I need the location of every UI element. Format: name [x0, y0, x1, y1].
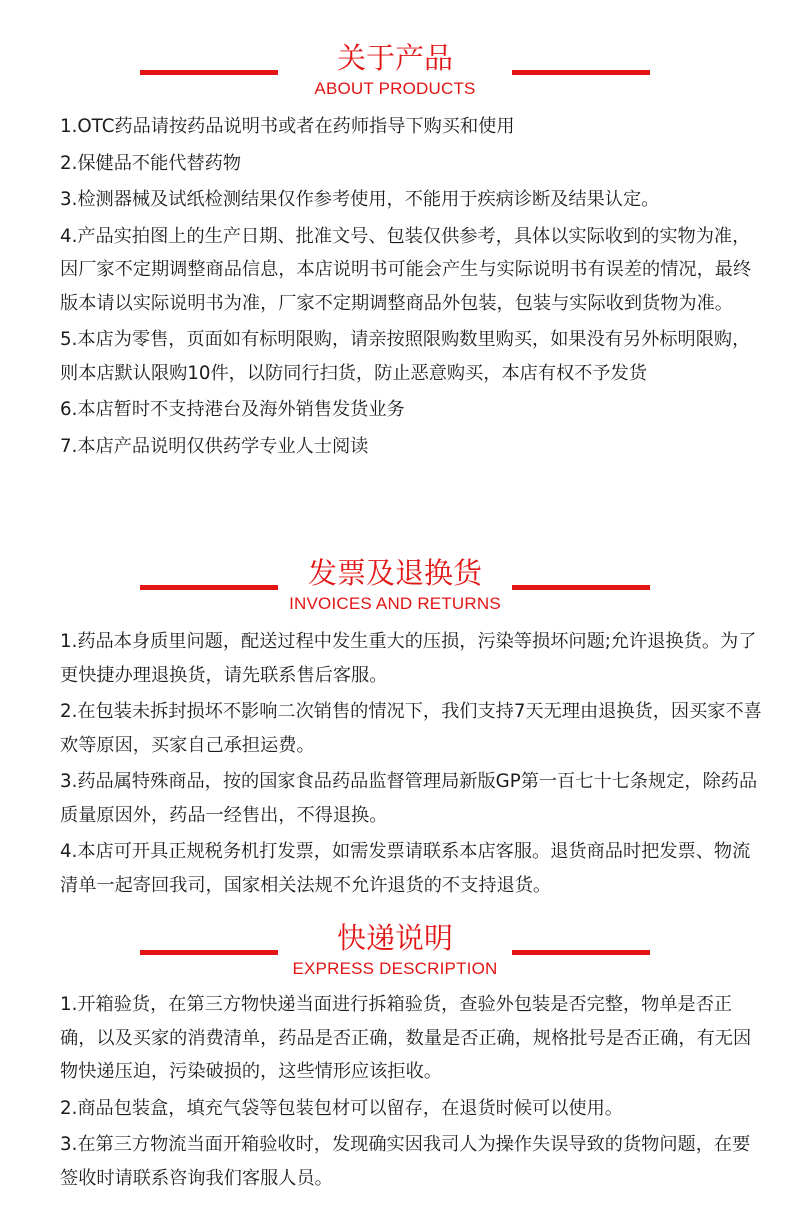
list-item: 6.本店暂时不支持港台及海外销售发货业务: [60, 399, 405, 420]
section-title: 发票及退换货: [307, 556, 482, 590]
section-header: [0, 918, 790, 998]
section-header: [0, 38, 790, 118]
list-item: 2.保健品不能代替药物: [60, 152, 242, 174]
section-about-products: [0, 38, 790, 457]
list-item: 2.商品包装盒，填充气袋等包装包材可以留存，在退货时候可以使用。: [60, 1097, 623, 1119]
list-item: 3.检测器械及试纸检测结果仅作参考使用，不能用于疾病诊断及结果认定。: [60, 189, 660, 210]
section-invoices-returns: [0, 553, 790, 896]
section-title: 快递说明: [336, 921, 453, 955]
divider-right: [512, 70, 650, 75]
list-item: 1.开箱验货，在第三方物快递当面进行拆箱验货，查验外包装是否完整，物单是否正确，以及买家的消费清单，药品是否正确，数量是否正确，规格批号是否正确，有无因物快递压迫，污染破损的，这些情形应该拒收。: [60, 994, 752, 1082]
list-item: 3.药品属特殊商品，按的国家食品药品监督管理局新版GP第一百七十七条规定，除药品质量原因外，药品一经售出，不得退换。: [60, 771, 758, 826]
list-item: 1.药品本身质里问题，配送过程中发生重大的压损，污染等损坏问题;允许退换货。为了更快捷办理退换货，请先联系售后客服。: [60, 631, 757, 686]
section-title: 关于产品: [336, 41, 453, 75]
item-list: [60, 110, 762, 466]
item-list: [60, 988, 762, 1198]
list-item: 5.本店为零售，页面如有标明限购，请亲按照限购数里购买，如果没有另外标明限购，则本店默认限购10件，以防同行扫货，防止恶意购买，本店有权不予发货: [60, 329, 751, 384]
section-subtitle: ABOUT PRODUCTS: [314, 79, 476, 98]
item-list: [60, 625, 762, 905]
section-subtitle: INVOICES AND RETURNS: [289, 594, 501, 613]
list-item: 4.本店可开具正规税务机打发票，如需发票请联系本店客服。退货商品时把发票、物流清单一起寄回我司，国家相关法规不允许退货的不支持退货。: [60, 841, 751, 896]
divider-right: [512, 950, 650, 955]
list-item: 3.在第三方物流当面开箱验收时，发现确实因我司人为操作失误导致的货物问题，在要签收时请联系咨询我们客服人员。: [60, 1134, 751, 1189]
section-express-description: [0, 918, 790, 1189]
list-item: 2.在包装未拆封损坏不影响二次销售的情况下，我们支持7天无理由退换货，因买家不喜欢等原因，买家自己承担运费。: [60, 701, 762, 756]
list-item: 4.产品实拍图上的生产日期、批准文号、包装仅供参考，具体以实际收到的实物为准，因厂家不定期调整商品信息，本店说明书可能会产生与实际说明书有误差的情况，最终版本请以实际说明书为准，厂家不定期调整商品外包装，包装与实际收到货物为准。: [60, 225, 752, 314]
section-subtitle: EXPRESS DESCRIPTION: [292, 959, 498, 978]
divider-right: [512, 585, 650, 590]
section-header: [0, 553, 790, 633]
list-item: 7.本店产品说明仅供药学专业人士阅读: [60, 435, 369, 457]
list-item: 1.OTC药品请按药品说明书或者在药师指导下购买和使用: [60, 116, 515, 137]
